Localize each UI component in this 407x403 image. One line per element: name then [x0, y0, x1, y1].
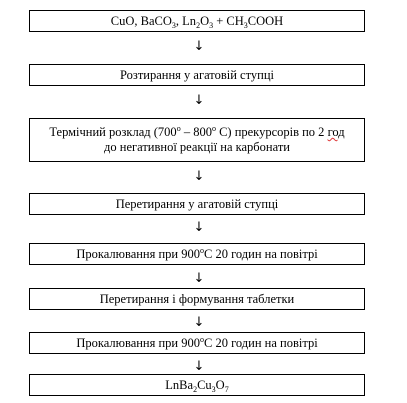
step-regrinding-label: Перетирання у агатовій ступці — [115, 196, 279, 211]
step-regrinding-box — [29, 193, 365, 215]
step-calcination-1-box — [29, 243, 365, 265]
arrow-down-icon: ↓ — [193, 93, 205, 108]
step-calcination-2-label: Прокалювання при $900^оС$ 20 годин на повітрі — [76, 334, 318, 350]
step-product-box — [29, 374, 365, 396]
step-pelletizing-box — [29, 288, 365, 310]
step-pelletizing-label: Перетирання і формування таблетки — [99, 291, 295, 306]
step-product-label: $LnBa_2Cu_3O_7$ — [165, 377, 229, 394]
step-grinding-label: Розтирання у агатовій ступці — [120, 67, 274, 82]
arrow-down-icon: ↓ — [193, 39, 205, 54]
step-decomposition-box — [29, 118, 365, 162]
step-grinding-box — [29, 64, 365, 86]
arrow-down-icon: ↓ — [193, 359, 205, 374]
step-calcination-2-box — [29, 332, 365, 354]
step-reagents-box — [29, 10, 365, 32]
arrow-down-icon: ↓ — [193, 220, 205, 235]
arrow-down-icon: ↓ — [193, 169, 205, 184]
step-calcination-1-label: Прокалювання при $900^оС$ 20 годин на повітрі — [76, 245, 318, 261]
step-reagents-label: CuO, BaCO$_3$, $Ln_2O_3$ + $CH_3COOH$ — [110, 13, 284, 30]
step-decomposition-line2: до негативної реакції на карбонати — [104, 140, 290, 154]
arrow-down-icon: ↓ — [193, 271, 205, 286]
arrow-down-icon: ↓ — [193, 315, 205, 330]
step-decomposition-line1: Термічний розклад ($700^о - 800^о$ С) прекурсорів по 2 год — [49, 124, 345, 139]
